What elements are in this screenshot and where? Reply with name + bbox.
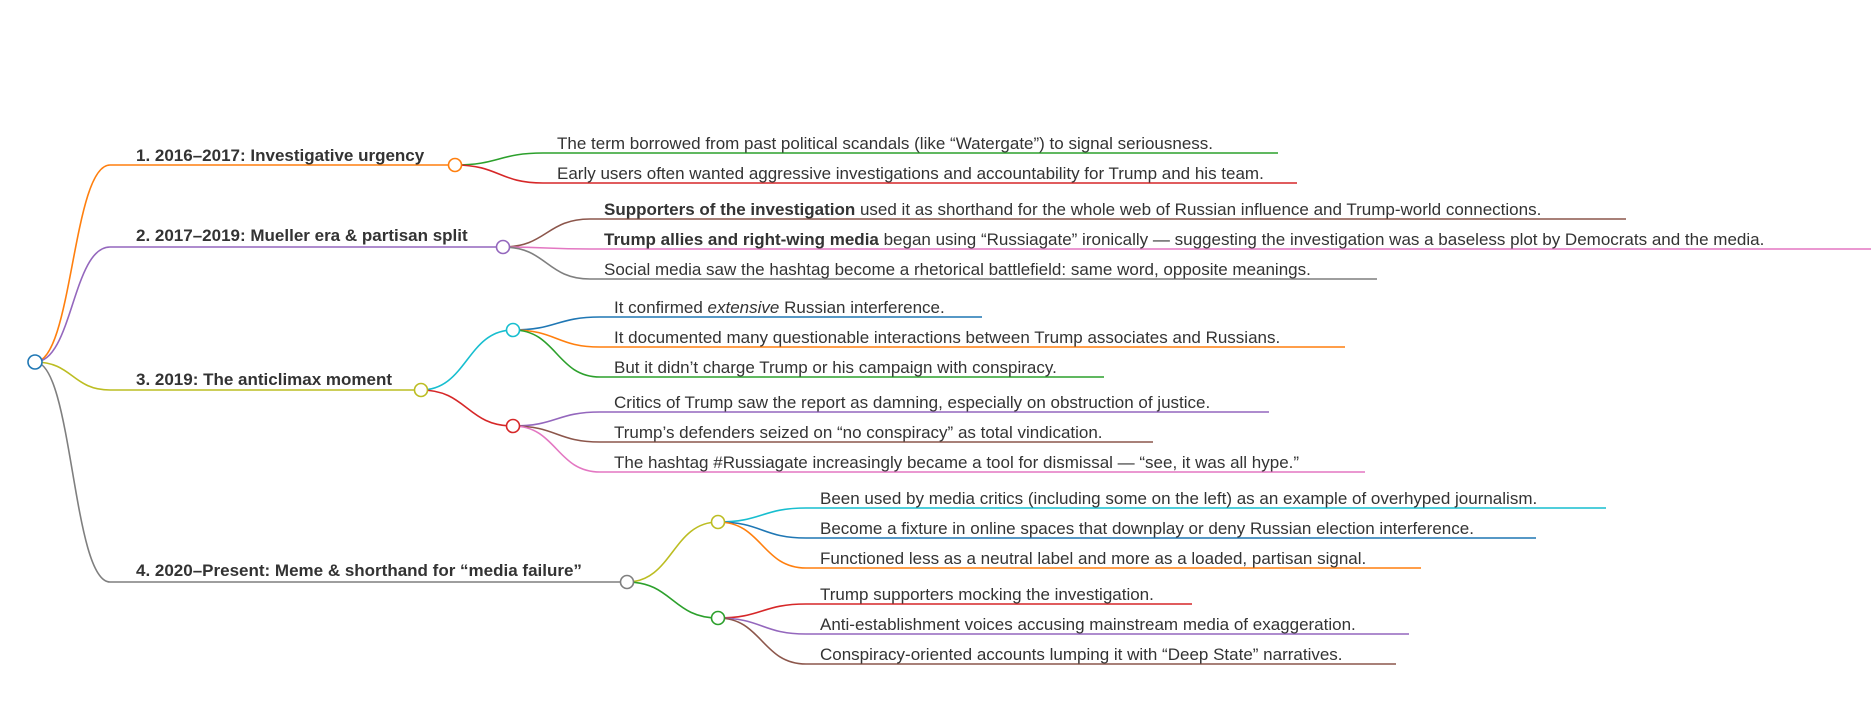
branch-node[interactable]: [415, 384, 428, 397]
leaf-label-part: The hashtag #Russiagate increasingly became a tool for dismissal — “see, it was all hype.”: [614, 453, 1300, 472]
leaf-label-part: Conspiracy-oriented accounts lumping it with “Deep State” narratives.: [820, 645, 1343, 664]
leaf-label-part: Trump’s defenders seized on “no conspiracy” as total vindication.: [614, 423, 1103, 442]
leaf-label[interactable]: [604, 260, 1311, 279]
branch-label[interactable]: 2. 2017–2019: Mueller era & partisan split: [136, 226, 468, 245]
leaf-edge: [503, 219, 590, 247]
leaf-label[interactable]: [820, 615, 1356, 634]
leaf-label-part: began using “Russiagate” ironically — suggesting the investigation was a baseless plot by Democrats and the media.: [878, 230, 1765, 249]
subhub-edge: [421, 330, 513, 390]
subhub-node[interactable]: [507, 420, 520, 433]
branch-label[interactable]: 1. 2016–2017: Investigative urgency: [136, 146, 425, 165]
leaf-edge: [513, 330, 600, 377]
leaf-label[interactable]: [820, 645, 1343, 664]
leaf-label-part: Trump supporters mocking the investigation.: [820, 585, 1154, 604]
leaf-edge: [455, 165, 543, 183]
subhub-node[interactable]: [712, 516, 725, 529]
leaf-edge: [718, 522, 806, 568]
leaf-edge: [718, 604, 806, 618]
leaf-label[interactable]: [820, 519, 1474, 538]
branch-edge: [35, 362, 110, 390]
leaf-label[interactable]: [614, 358, 1057, 377]
leaf-label[interactable]: [604, 200, 1541, 219]
root-node[interactable]: [28, 355, 42, 369]
subhub-node[interactable]: [712, 612, 725, 625]
leaf-label-part: It documented many questionable interactions between Trump associates and Russians.: [614, 328, 1281, 347]
branch-node[interactable]: [497, 241, 510, 254]
branch-label[interactable]: 4. 2020–Present: Meme & shorthand for “media failure”: [136, 561, 582, 580]
leaf-label[interactable]: [614, 393, 1210, 412]
leaf-label-part: used it as shorthand for the whole web of Russian influence and Trump-world connections.: [855, 200, 1542, 219]
leaf-edge: [718, 618, 806, 664]
leaf-label-part: extensive: [707, 298, 780, 317]
branch-edge: [35, 165, 110, 362]
leaf-label-part: Functioned less as a neutral label and more as a loaded, partisan signal.: [820, 549, 1367, 568]
subhub-edge: [627, 522, 718, 582]
branch-label[interactable]: 3. 2019: The anticlimax moment: [136, 370, 393, 389]
subhub-edge: [627, 582, 718, 618]
leaf-label[interactable]: [820, 489, 1537, 508]
leaf-label-part: But it didn’t charge Trump or his campaign with conspiracy.: [614, 358, 1057, 377]
leaf-label-part: The term borrowed from past political scandals (like “Watergate”) to signal seriousness.: [557, 134, 1214, 153]
leaf-label[interactable]: [557, 134, 1213, 153]
subhub-node[interactable]: [507, 324, 520, 337]
leaf-label[interactable]: [820, 549, 1366, 568]
leaf-label-part: Been used by media critics (including some on the left) as an example of overhyped journalism.: [820, 489, 1538, 508]
leaf-label[interactable]: [614, 423, 1103, 442]
leaf-label[interactable]: [820, 585, 1154, 604]
leaf-label-part: Become a fixture in online spaces that downplay or deny Russian election interference.: [820, 519, 1474, 538]
leaf-edge: [513, 412, 600, 426]
leaf-edge: [513, 426, 600, 472]
leaf-label[interactable]: [604, 230, 1764, 249]
leaf-label-part: Supporters of the investigation: [604, 200, 856, 219]
leaf-edge: [513, 317, 600, 330]
leaf-edge: [513, 330, 600, 347]
leaf-label-part: It confirmed: [614, 298, 708, 317]
branch-node[interactable]: [449, 159, 462, 172]
leaf-label[interactable]: [614, 453, 1299, 472]
leaf-label[interactable]: [614, 298, 945, 317]
leaf-edge: [718, 508, 806, 522]
subhub-edge: [421, 390, 513, 426]
leaf-label-part: Trump allies and right-wing media: [604, 230, 879, 249]
leaf-label[interactable]: [614, 328, 1280, 347]
leaf-label-part: Critics of Trump saw the report as damning, especially on obstruction of justice.: [614, 393, 1211, 412]
branch-node[interactable]: [621, 576, 634, 589]
branch-edge: [35, 362, 110, 582]
leaf-label-part: Anti-establishment voices accusing mainstream media of exaggeration.: [820, 615, 1356, 634]
leaf-label[interactable]: [557, 164, 1264, 183]
leaf-edge: [455, 153, 543, 165]
leaf-label-part: Early users often wanted aggressive investigations and accountability for Trump and his team.: [557, 164, 1264, 183]
leaf-edge: [503, 247, 590, 279]
leaf-label-part: Social media saw the hashtag become a rhetorical battlefield: same word, opposite meanings.: [604, 260, 1311, 279]
leaf-label-part: Russian interference.: [779, 298, 945, 317]
